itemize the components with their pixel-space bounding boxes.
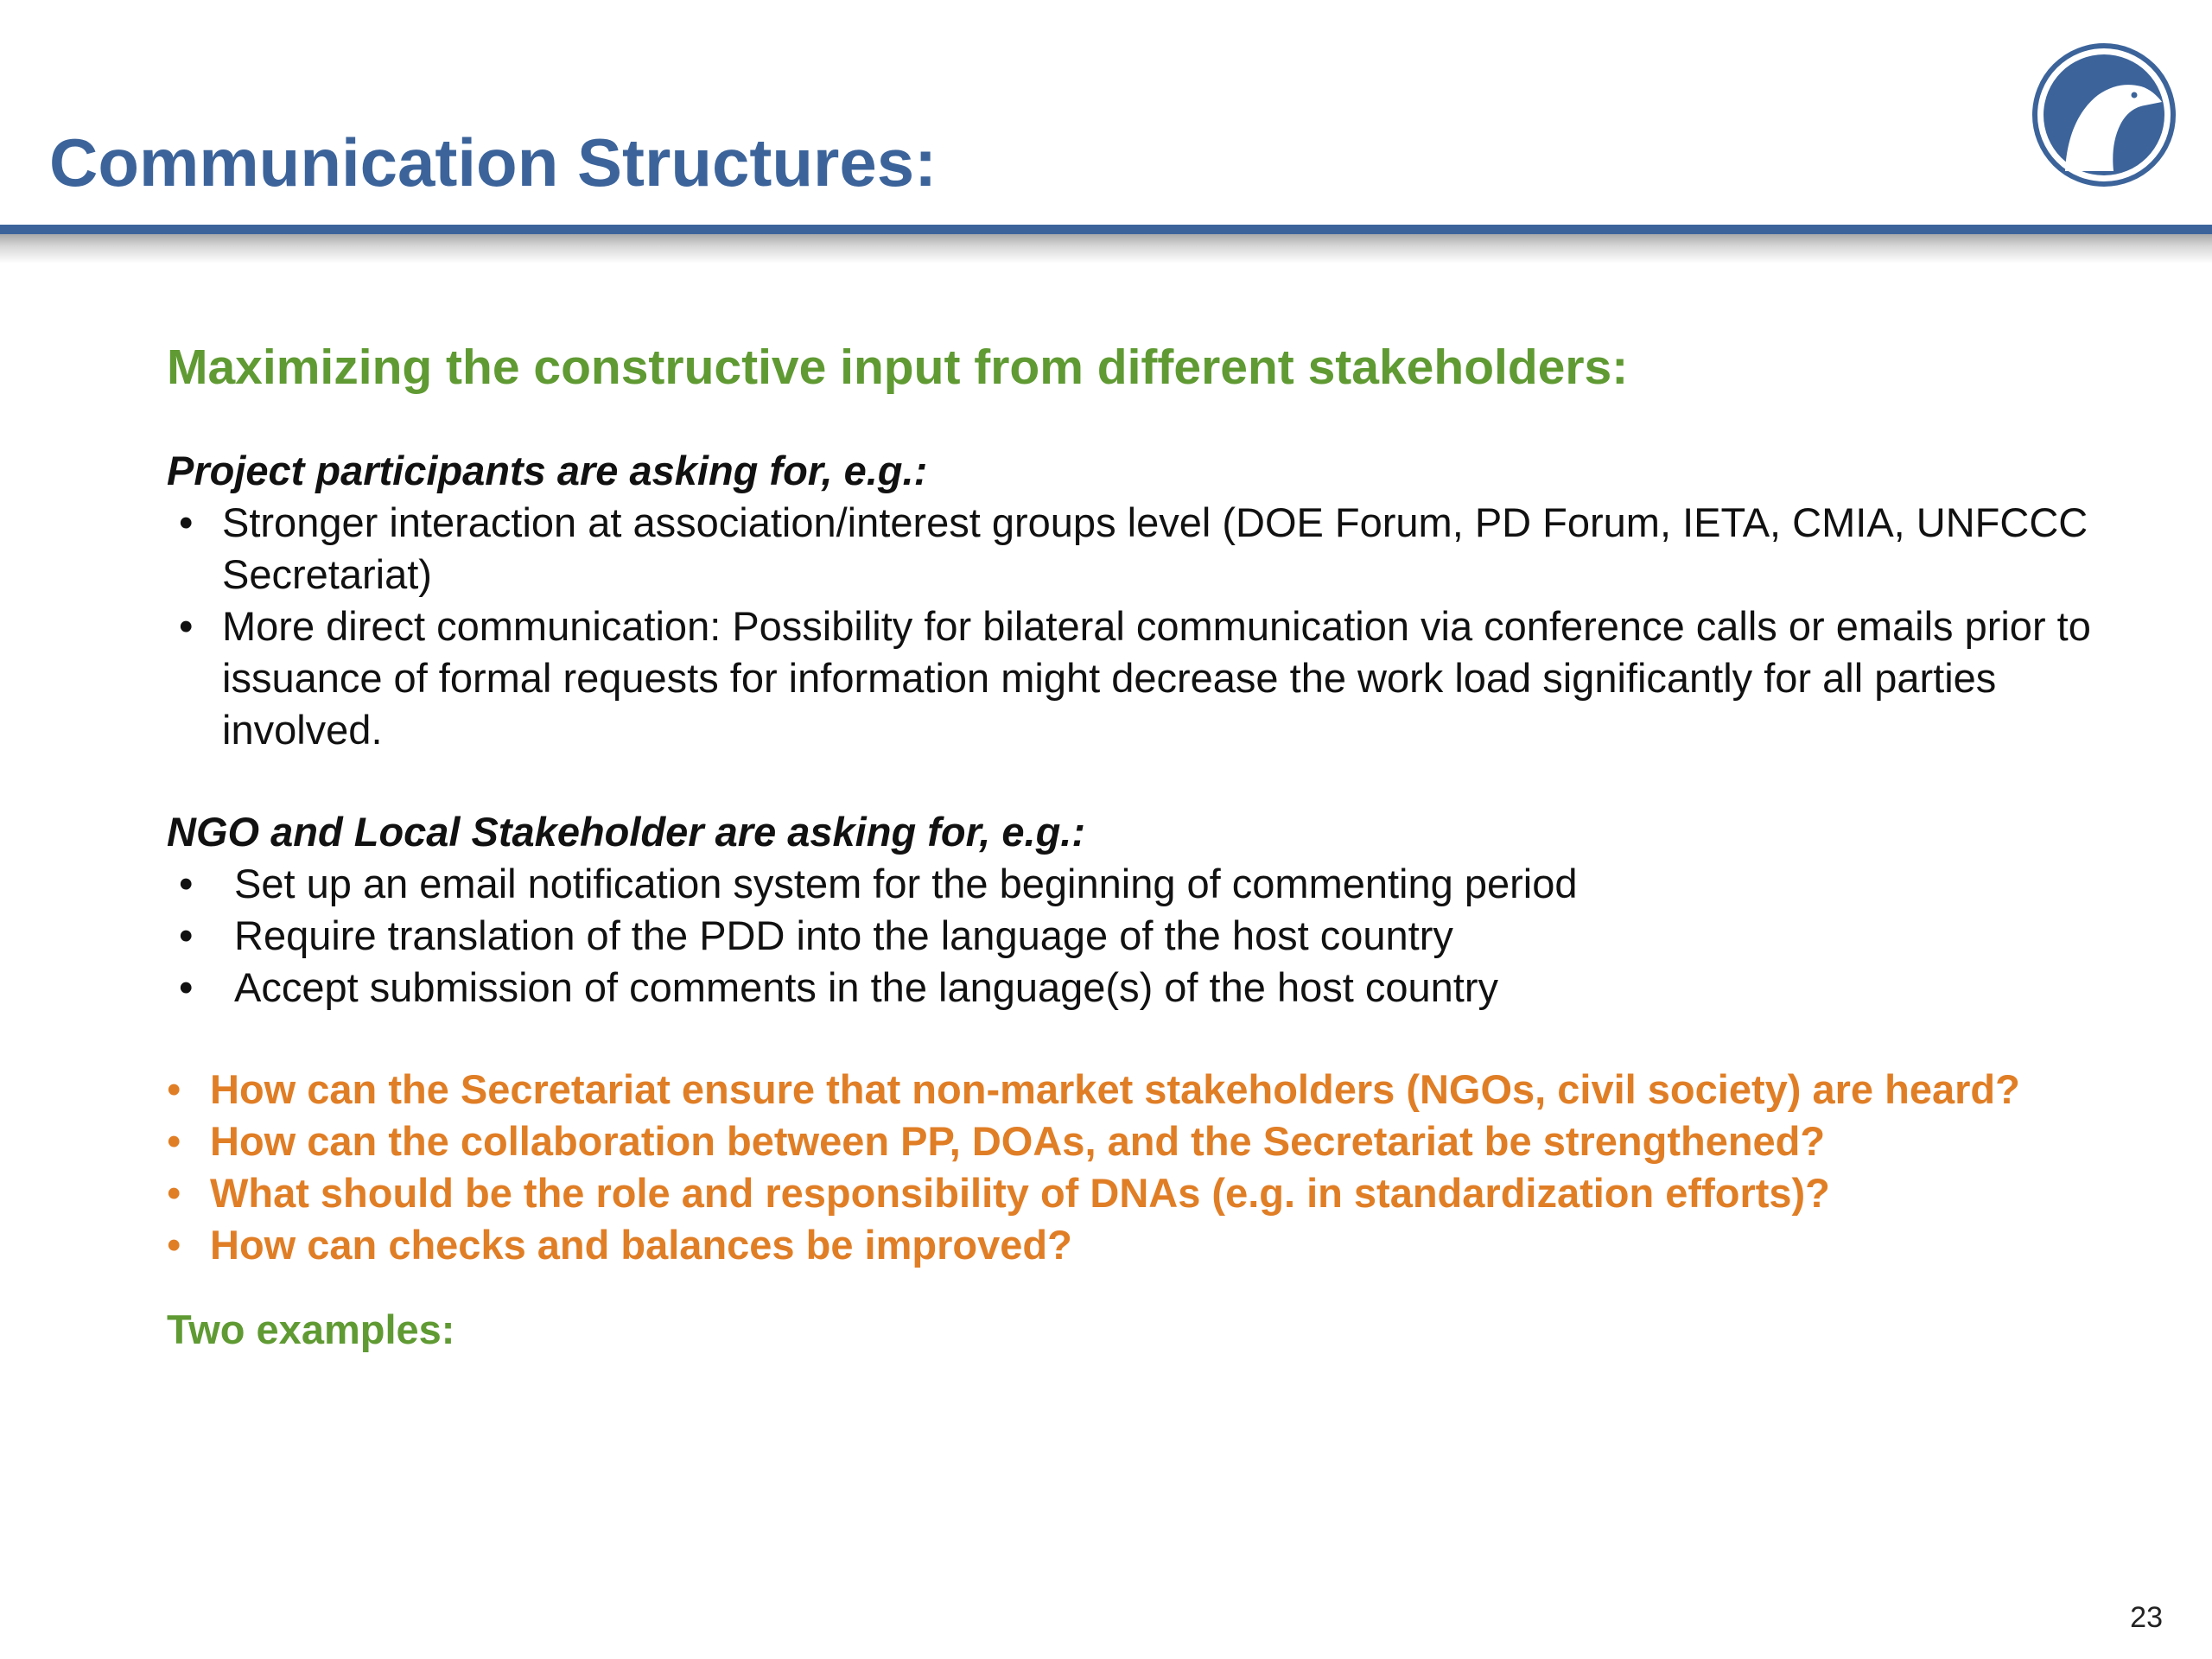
slide-title: Communication Structures: (49, 124, 938, 200)
question-item (167, 1116, 2102, 1167)
list-item (167, 858, 2102, 910)
question-text: What should be the role and responsibility of DNAs (e.g. in standardization efforts)? (210, 1170, 1830, 1216)
questions-list (167, 1064, 2102, 1271)
page-number: 23 (2130, 1601, 2163, 1634)
question-text: How can the Secretariat ensure that non-market stakeholders (NGOs, civil society) are heard? (210, 1066, 2020, 1112)
bullet-icon: • (179, 499, 194, 545)
slide-content (167, 333, 2102, 1356)
question-item (167, 1064, 2102, 1116)
list-item-text: Accept submission of comments in the language(s) of the host country (234, 964, 1498, 1010)
list-item (167, 601, 2102, 756)
subheading: Maximizing the constructive input from different stakeholders: (167, 340, 1629, 395)
bullet-icon: • (167, 1118, 181, 1164)
bullet-icon: • (179, 861, 194, 906)
title-divider (0, 225, 2212, 234)
question-item (167, 1219, 2102, 1271)
bullet-icon: • (179, 603, 194, 649)
bullet-icon: • (167, 1222, 181, 1268)
list-item-text: Set up an email notification system for the beginning of commenting period (234, 861, 1578, 906)
list-item-text: Stronger interaction at association/interest groups level (DOE Forum, PD Forum, IETA, CMIA, UNFCCC Secretariat) (222, 499, 2088, 597)
bullet-icon: • (167, 1170, 181, 1216)
bullet-icon: • (179, 912, 194, 958)
ngo-list (167, 858, 2102, 1014)
list-item-text: Require translation of the PDD into the language of the host country (234, 912, 1453, 958)
list-item (167, 910, 2102, 962)
list-item (167, 497, 2102, 601)
list-item (167, 962, 2102, 1014)
ngo-heading: NGO and Local Stakeholder are asking for, e.g.: (167, 809, 1086, 855)
examples-label: Two examples: (167, 1306, 455, 1352)
bullet-icon: • (167, 1066, 181, 1112)
bird-head-logo-icon (2031, 41, 2177, 188)
project-participants-list (167, 497, 2102, 756)
title-divider-shadow (0, 234, 2212, 264)
question-text: How can checks and balances be improved? (210, 1222, 1072, 1268)
question-text: How can the collaboration between PP, DOAs, and the Secretariat be strengthened? (210, 1118, 1826, 1164)
bullet-icon: • (179, 964, 194, 1010)
question-item (167, 1167, 2102, 1219)
list-item-text: More direct communication: Possibility for bilateral communication via conference calls or emails prior to issuance of formal requests for information might decrease the work load significantly for all parties involved. (222, 603, 2091, 753)
project-participants-heading: Project participants are asking for, e.g.: (167, 448, 928, 493)
